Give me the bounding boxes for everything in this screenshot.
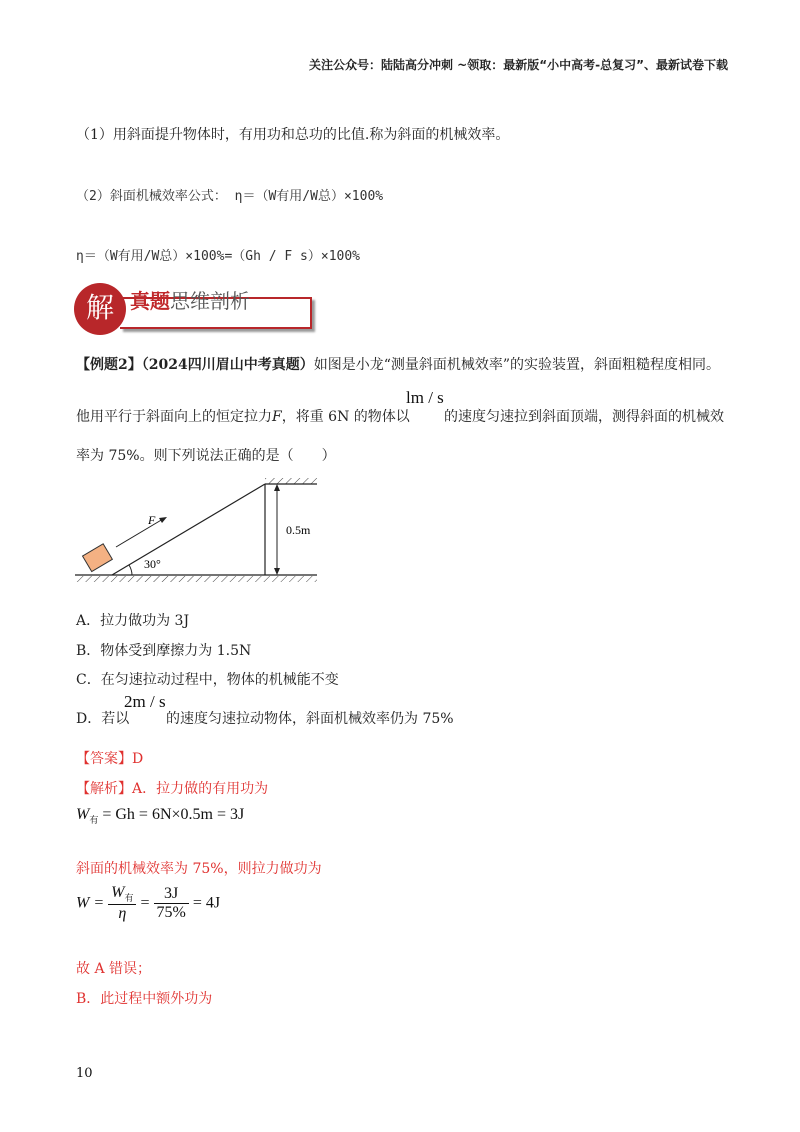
banner-title-bold: 真题 (130, 289, 170, 313)
definition-line-3: η＝（W有用/W总）×100%=（Gh / F s）×100% (76, 249, 361, 264)
section-banner (74, 283, 314, 335)
analysis-line-4: B．此过程中额外功为 (76, 991, 213, 1007)
problem-text-2c: 的速度匀速拉到斜面顶端，测得斜面的机械效 (444, 409, 724, 425)
eq1-rhs: = Gh = 6N×0.5m = 3J (102, 806, 245, 823)
eq2-den: η (118, 905, 127, 923)
force-arrow-head (159, 517, 167, 523)
definition-line-1: （1）用斜面提升物体时，有用功和总功的比值.称为斜面的机械效率。 (76, 127, 510, 143)
problem-text-1: 如图是小龙“测量斜面机械效率”的实验装置，斜面粗糙程度相同。 (313, 357, 721, 373)
force-arrow (116, 519, 163, 547)
eq2-num: W (111, 884, 125, 901)
eq2-fraction-1 (108, 884, 136, 923)
analysis-line-3: 故 A 错误； (76, 961, 152, 977)
problem-source: （2024四川眉山中考真题） (141, 357, 314, 373)
banner-title-rest: 思维剖析 (170, 289, 250, 313)
option-c: C．在匀速拉动过程中，物体的机械能不变 (76, 672, 339, 688)
angle-label: 30° (144, 557, 161, 571)
problem-text-2b: ，将重 6N 的物体以 (281, 409, 410, 425)
top-hatch (265, 478, 317, 484)
option-b: B．物体受到摩擦力为 1.5N (76, 643, 252, 659)
option-d-prefix: D．若以 (76, 711, 130, 727)
incline-surface (112, 484, 265, 575)
page-header: 关注公众号：陆陆高分冲刺 ~领取：最新版“小中高考-总复习”、最新试卷下载 (309, 58, 728, 72)
incline-figure (70, 470, 330, 595)
equation-1 (76, 806, 244, 826)
page-number: 10 (76, 1066, 93, 1081)
problem-text-2a: 他用平行于斜面向上的恒定拉力 (76, 409, 272, 425)
equation-2: W = $\frac{W_有}{\eta}$ = $\frac{3J}{75\%}$ = 4J (76, 884, 221, 923)
angle-arc (129, 565, 132, 575)
problem-tag: 【例题2】 (76, 357, 142, 373)
eq2-num-sub: 有 (124, 893, 134, 904)
height-arrow-top (274, 484, 280, 491)
definition-line-2: （2）斜面机械效率公式： η＝（W有用/W总）×100% (76, 189, 384, 204)
analysis-head: 【解析】A．拉力做的有用功为 (76, 781, 269, 797)
height-label: 0.5m (286, 523, 311, 537)
answer: 【答案】D (76, 751, 144, 767)
banner-title (130, 285, 250, 314)
banner-icon: 解 (74, 283, 126, 335)
block (83, 544, 113, 572)
ground-hatch (75, 576, 317, 582)
eq2-lhs: W = (76, 894, 105, 912)
eq1-subscript: 有 (89, 815, 99, 826)
eq2-mid-den: 75% (156, 904, 186, 922)
force-label: F (148, 513, 156, 527)
problem-line-2 (76, 406, 410, 426)
speed-value-1: lm / s (406, 388, 444, 407)
eq2-mid-num: 3J (154, 885, 189, 904)
eq2-rhs: = 4J (192, 894, 221, 912)
analysis-line-2: 斜面的机械效率为 75%，则拉力做功为 (76, 861, 322, 877)
problem-line-3: 率为 75%。则下列说法正确的是（ ） (76, 448, 336, 464)
option-a: A．拉力做功为 3J (76, 613, 190, 629)
force-variable: F (272, 409, 282, 425)
height-arrow-bottom (274, 568, 280, 575)
eq2-fraction-2 (154, 885, 189, 922)
eq1-lhs: W (76, 806, 90, 823)
option-d-suffix: 的速度匀速拉动物体，斜面机械效率仍为 75% (166, 711, 454, 727)
problem-line-1 (76, 354, 720, 374)
speed-value-2: 2m / s (124, 692, 166, 711)
